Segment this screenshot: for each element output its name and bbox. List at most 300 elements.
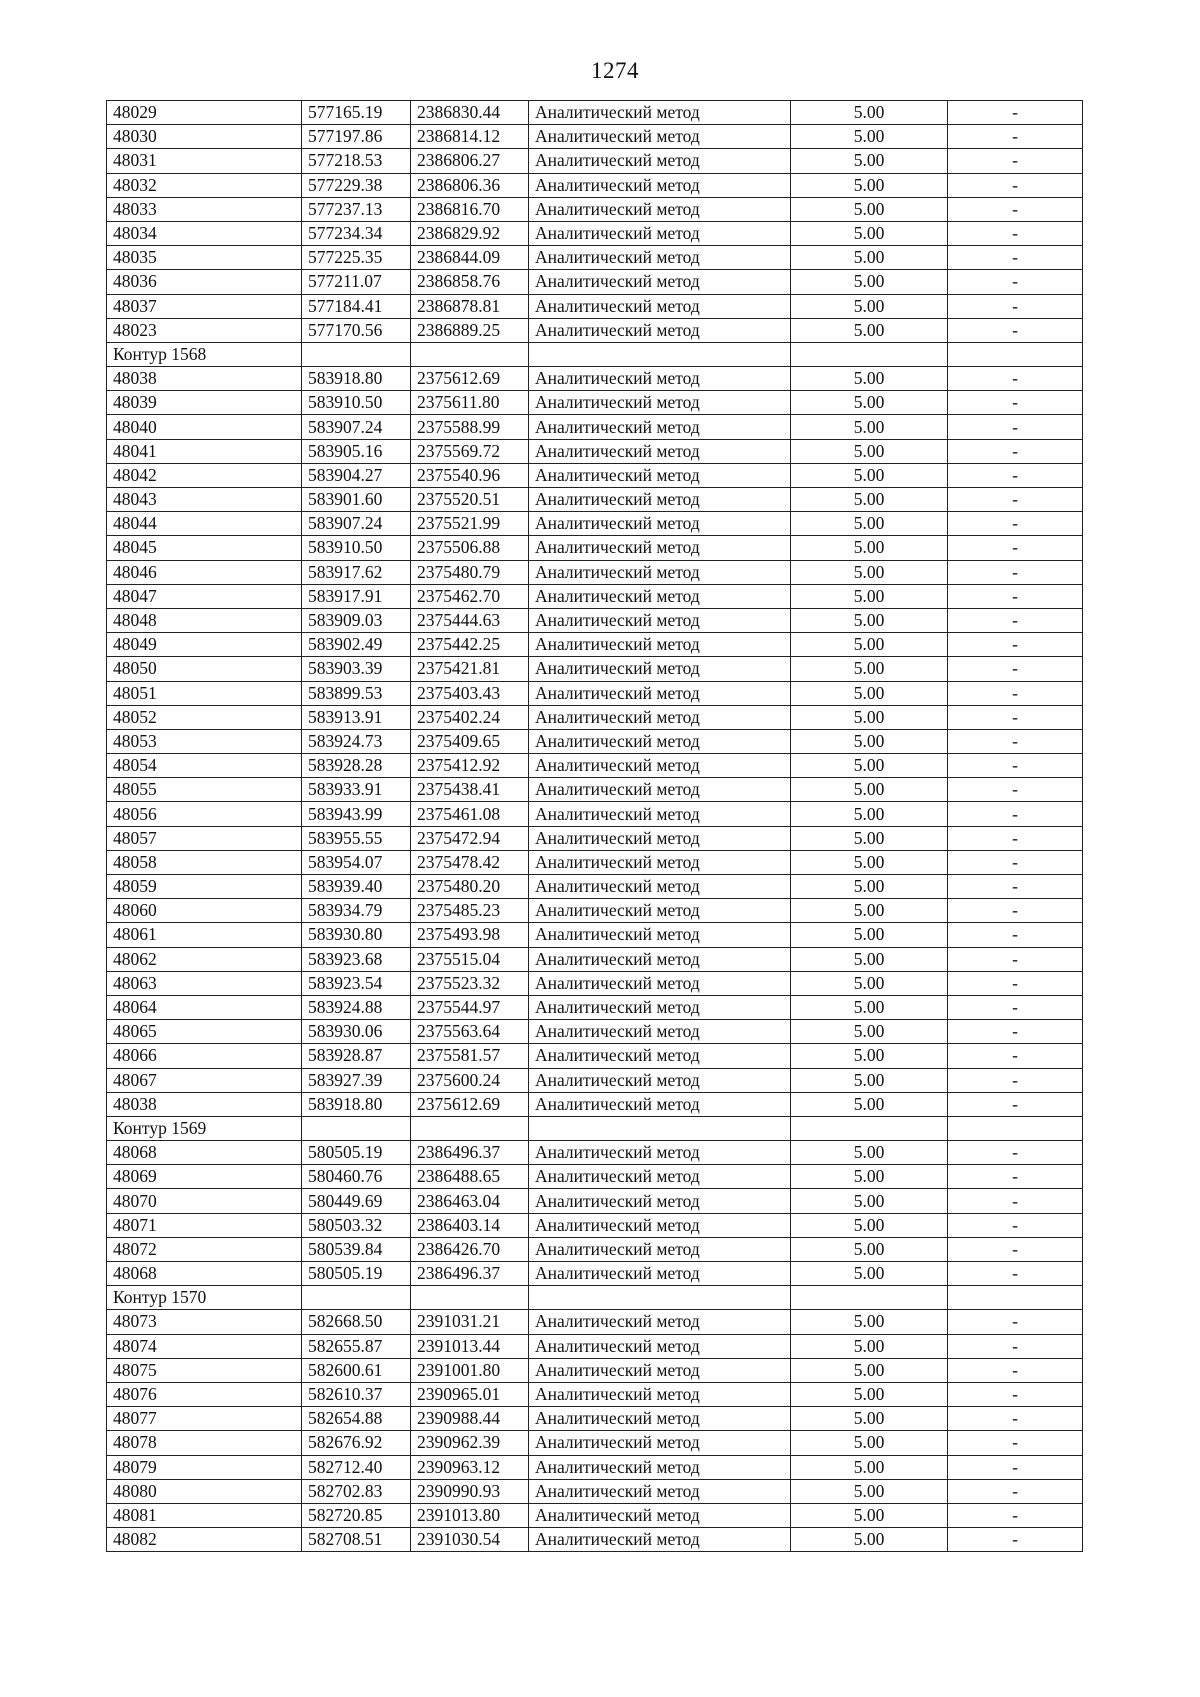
accuracy-cell: 5.00: [791, 1431, 948, 1455]
empty-cell: [302, 1286, 411, 1310]
note-cell: -: [948, 1020, 1083, 1044]
x-coordinate-cell: 577170.56: [302, 318, 411, 342]
note-cell: -: [948, 1310, 1083, 1334]
accuracy-cell: 5.00: [791, 1044, 948, 1068]
point-id-cell: 48068: [107, 1141, 302, 1165]
point-id-cell: 48062: [107, 947, 302, 971]
point-id-cell: 48050: [107, 657, 302, 681]
accuracy-cell: 5.00: [791, 681, 948, 705]
x-coordinate-cell: 583924.73: [302, 729, 411, 753]
point-id-cell: 48079: [107, 1455, 302, 1479]
y-coordinate-cell: 2375480.20: [411, 875, 529, 899]
x-coordinate-cell: 582708.51: [302, 1528, 411, 1552]
empty-cell: [948, 1286, 1083, 1310]
x-coordinate-cell: 583910.50: [302, 536, 411, 560]
accuracy-cell: 5.00: [791, 729, 948, 753]
point-id-cell: 48056: [107, 802, 302, 826]
x-coordinate-cell: 583923.54: [302, 971, 411, 995]
method-cell: Аналитический метод: [529, 318, 791, 342]
accuracy-cell: 5.00: [791, 995, 948, 1019]
table-row: [107, 101, 1083, 125]
point-id-cell: 48060: [107, 899, 302, 923]
note-cell: -: [948, 125, 1083, 149]
accuracy-cell: 5.00: [791, 1358, 948, 1382]
point-id-cell: 48049: [107, 633, 302, 657]
method-cell: Аналитический метод: [529, 1310, 791, 1334]
method-cell: Аналитический метод: [529, 1189, 791, 1213]
note-cell: -: [948, 705, 1083, 729]
y-coordinate-cell: 2391030.54: [411, 1528, 529, 1552]
point-id-cell: 48030: [107, 125, 302, 149]
y-coordinate-cell: 2375412.92: [411, 754, 529, 778]
x-coordinate-cell: 583899.53: [302, 681, 411, 705]
method-cell: Аналитический метод: [529, 802, 791, 826]
point-id-cell: 48058: [107, 850, 302, 874]
x-coordinate-cell: 583924.88: [302, 995, 411, 1019]
y-coordinate-cell: 2386844.09: [411, 246, 529, 270]
point-id-cell: 48046: [107, 560, 302, 584]
y-coordinate-cell: 2375521.99: [411, 512, 529, 536]
y-coordinate-cell: 2375402.24: [411, 705, 529, 729]
table-row: [107, 1382, 1083, 1406]
x-coordinate-cell: 583909.03: [302, 608, 411, 632]
y-coordinate-cell: 2375581.57: [411, 1044, 529, 1068]
note-cell: -: [948, 608, 1083, 632]
y-coordinate-cell: 2391013.44: [411, 1334, 529, 1358]
method-cell: Аналитический метод: [529, 584, 791, 608]
method-cell: Аналитический метод: [529, 754, 791, 778]
note-cell: -: [948, 657, 1083, 681]
y-coordinate-cell: 2386806.36: [411, 173, 529, 197]
accuracy-cell: 5.00: [791, 318, 948, 342]
table-row: [107, 1189, 1083, 1213]
method-cell: Аналитический метод: [529, 899, 791, 923]
x-coordinate-cell: 583904.27: [302, 463, 411, 487]
note-cell: -: [948, 246, 1083, 270]
table-row: [107, 1213, 1083, 1237]
method-cell: Аналитический метод: [529, 657, 791, 681]
y-coordinate-cell: 2386463.04: [411, 1189, 529, 1213]
table-row: [107, 536, 1083, 560]
method-cell: Аналитический метод: [529, 173, 791, 197]
y-coordinate-cell: 2375421.81: [411, 657, 529, 681]
table-row: [107, 1044, 1083, 1068]
note-cell: -: [948, 754, 1083, 778]
table-row: [107, 826, 1083, 850]
table-row: [107, 1528, 1083, 1552]
accuracy-cell: 5.00: [791, 1382, 948, 1406]
x-coordinate-cell: 583933.91: [302, 778, 411, 802]
method-cell: Аналитический метод: [529, 512, 791, 536]
table-row: [107, 439, 1083, 463]
method-cell: Аналитический метод: [529, 1455, 791, 1479]
note-cell: -: [948, 899, 1083, 923]
y-coordinate-cell: 2386878.81: [411, 294, 529, 318]
contour-header-row: [107, 342, 1083, 366]
accuracy-cell: 5.00: [791, 584, 948, 608]
y-coordinate-cell: 2386496.37: [411, 1141, 529, 1165]
y-coordinate-cell: 2375444.63: [411, 608, 529, 632]
accuracy-cell: 5.00: [791, 488, 948, 512]
accuracy-cell: 5.00: [791, 1020, 948, 1044]
contour-header-row: [107, 1116, 1083, 1140]
note-cell: -: [948, 367, 1083, 391]
note-cell: -: [948, 1455, 1083, 1479]
empty-cell: [302, 342, 411, 366]
y-coordinate-cell: 2386814.12: [411, 125, 529, 149]
accuracy-cell: 5.00: [791, 294, 948, 318]
y-coordinate-cell: 2386816.70: [411, 197, 529, 221]
table-row: [107, 270, 1083, 294]
x-coordinate-cell: 577197.86: [302, 125, 411, 149]
table-row: [107, 681, 1083, 705]
x-coordinate-cell: 583928.28: [302, 754, 411, 778]
method-cell: Аналитический метод: [529, 391, 791, 415]
accuracy-cell: 5.00: [791, 1141, 948, 1165]
point-id-cell: 48055: [107, 778, 302, 802]
point-id-cell: 48031: [107, 149, 302, 173]
method-cell: Аналитический метод: [529, 367, 791, 391]
table-row: [107, 633, 1083, 657]
table-row: [107, 221, 1083, 245]
method-cell: Аналитический метод: [529, 1213, 791, 1237]
note-cell: -: [948, 560, 1083, 584]
point-id-cell: 48048: [107, 608, 302, 632]
method-cell: Аналитический метод: [529, 681, 791, 705]
y-coordinate-cell: 2386496.37: [411, 1262, 529, 1286]
accuracy-cell: 5.00: [791, 778, 948, 802]
table-row: [107, 584, 1083, 608]
y-coordinate-cell: 2386403.14: [411, 1213, 529, 1237]
accuracy-cell: 5.00: [791, 101, 948, 125]
x-coordinate-cell: 583905.16: [302, 439, 411, 463]
contour-label: Контур 1568: [107, 342, 302, 366]
table-row: [107, 1334, 1083, 1358]
table-row: [107, 463, 1083, 487]
x-coordinate-cell: 577211.07: [302, 270, 411, 294]
method-cell: Аналитический метод: [529, 488, 791, 512]
coordinates-table-body: [107, 101, 1083, 1552]
table-row: [107, 608, 1083, 632]
note-cell: -: [948, 1358, 1083, 1382]
y-coordinate-cell: 2375544.97: [411, 995, 529, 1019]
y-coordinate-cell: 2375409.65: [411, 729, 529, 753]
point-id-cell: 48047: [107, 584, 302, 608]
accuracy-cell: 5.00: [791, 1189, 948, 1213]
x-coordinate-cell: 583907.24: [302, 415, 411, 439]
point-id-cell: 48037: [107, 294, 302, 318]
point-id-cell: 48032: [107, 173, 302, 197]
y-coordinate-cell: 2375563.64: [411, 1020, 529, 1044]
note-cell: -: [948, 101, 1083, 125]
method-cell: Аналитический метод: [529, 729, 791, 753]
accuracy-cell: 5.00: [791, 802, 948, 826]
x-coordinate-cell: 583917.62: [302, 560, 411, 584]
x-coordinate-cell: 582720.85: [302, 1503, 411, 1527]
point-id-cell: 48038: [107, 367, 302, 391]
accuracy-cell: 5.00: [791, 1503, 948, 1527]
point-id-cell: 48054: [107, 754, 302, 778]
point-id-cell: 48076: [107, 1382, 302, 1406]
x-coordinate-cell: 582712.40: [302, 1455, 411, 1479]
note-cell: -: [948, 1189, 1083, 1213]
accuracy-cell: 5.00: [791, 1092, 948, 1116]
x-coordinate-cell: 583901.60: [302, 488, 411, 512]
y-coordinate-cell: 2375438.41: [411, 778, 529, 802]
table-row: [107, 995, 1083, 1019]
table-row: [107, 1503, 1083, 1527]
table-row: [107, 367, 1083, 391]
accuracy-cell: 5.00: [791, 705, 948, 729]
method-cell: Аналитический метод: [529, 995, 791, 1019]
x-coordinate-cell: 582600.61: [302, 1358, 411, 1382]
accuracy-cell: 5.00: [791, 633, 948, 657]
method-cell: Аналитический метод: [529, 270, 791, 294]
note-cell: -: [948, 197, 1083, 221]
x-coordinate-cell: 583907.24: [302, 512, 411, 536]
note-cell: -: [948, 463, 1083, 487]
x-coordinate-cell: 583943.99: [302, 802, 411, 826]
table-row: [107, 971, 1083, 995]
table-row: [107, 246, 1083, 270]
table-row: [107, 318, 1083, 342]
note-cell: -: [948, 850, 1083, 874]
accuracy-cell: 5.00: [791, 899, 948, 923]
accuracy-cell: 5.00: [791, 367, 948, 391]
accuracy-cell: 5.00: [791, 754, 948, 778]
x-coordinate-cell: 582610.37: [302, 1382, 411, 1406]
method-cell: Аналитический метод: [529, 1237, 791, 1261]
y-coordinate-cell: 2375403.43: [411, 681, 529, 705]
table-row: [107, 754, 1083, 778]
accuracy-cell: 5.00: [791, 1528, 948, 1552]
coordinates-table: [106, 100, 1083, 1552]
table-row: [107, 1358, 1083, 1382]
empty-cell: [411, 342, 529, 366]
note-cell: -: [948, 1382, 1083, 1406]
x-coordinate-cell: 583902.49: [302, 633, 411, 657]
accuracy-cell: 5.00: [791, 415, 948, 439]
accuracy-cell: 5.00: [791, 536, 948, 560]
table-row: [107, 512, 1083, 536]
point-id-cell: 48042: [107, 463, 302, 487]
note-cell: -: [948, 1237, 1083, 1261]
y-coordinate-cell: 2390962.39: [411, 1431, 529, 1455]
point-id-cell: 48078: [107, 1431, 302, 1455]
note-cell: -: [948, 633, 1083, 657]
y-coordinate-cell: 2375588.99: [411, 415, 529, 439]
empty-cell: [529, 342, 791, 366]
x-coordinate-cell: 580539.84: [302, 1237, 411, 1261]
table-row: [107, 1479, 1083, 1503]
y-coordinate-cell: 2375612.69: [411, 1092, 529, 1116]
y-coordinate-cell: 2375462.70: [411, 584, 529, 608]
accuracy-cell: 5.00: [791, 1479, 948, 1503]
point-id-cell: 48039: [107, 391, 302, 415]
accuracy-cell: 5.00: [791, 1334, 948, 1358]
note-cell: -: [948, 729, 1083, 753]
method-cell: Аналитический метод: [529, 1044, 791, 1068]
x-coordinate-cell: 583910.50: [302, 391, 411, 415]
x-coordinate-cell: 583903.39: [302, 657, 411, 681]
note-cell: -: [948, 1262, 1083, 1286]
note-cell: -: [948, 1431, 1083, 1455]
x-coordinate-cell: 583954.07: [302, 850, 411, 874]
y-coordinate-cell: 2375569.72: [411, 439, 529, 463]
point-id-cell: 48036: [107, 270, 302, 294]
note-cell: -: [948, 1528, 1083, 1552]
x-coordinate-cell: 583918.80: [302, 1092, 411, 1116]
method-cell: Аналитический метод: [529, 705, 791, 729]
y-coordinate-cell: 2390990.93: [411, 1479, 529, 1503]
y-coordinate-cell: 2386426.70: [411, 1237, 529, 1261]
method-cell: Аналитический метод: [529, 197, 791, 221]
method-cell: Аналитический метод: [529, 1382, 791, 1406]
accuracy-cell: 5.00: [791, 439, 948, 463]
x-coordinate-cell: 583930.80: [302, 923, 411, 947]
y-coordinate-cell: 2375506.88: [411, 536, 529, 560]
empty-cell: [529, 1286, 791, 1310]
empty-cell: [529, 1116, 791, 1140]
point-id-cell: 48052: [107, 705, 302, 729]
note-cell: -: [948, 1407, 1083, 1431]
method-cell: Аналитический метод: [529, 1068, 791, 1092]
accuracy-cell: 5.00: [791, 1310, 948, 1334]
method-cell: Аналитический метод: [529, 875, 791, 899]
table-row: [107, 1310, 1083, 1334]
point-id-cell: 48045: [107, 536, 302, 560]
x-coordinate-cell: 582676.92: [302, 1431, 411, 1455]
table-row: [107, 173, 1083, 197]
table-row: [107, 802, 1083, 826]
point-id-cell: 48065: [107, 1020, 302, 1044]
y-coordinate-cell: 2391013.80: [411, 1503, 529, 1527]
point-id-cell: 48080: [107, 1479, 302, 1503]
table-row: [107, 1455, 1083, 1479]
y-coordinate-cell: 2375611.80: [411, 391, 529, 415]
empty-cell: [948, 1116, 1083, 1140]
table-row: [107, 1092, 1083, 1116]
point-id-cell: 48073: [107, 1310, 302, 1334]
point-id-cell: 48035: [107, 246, 302, 270]
method-cell: Аналитический метод: [529, 1262, 791, 1286]
note-cell: -: [948, 681, 1083, 705]
point-id-cell: 48040: [107, 415, 302, 439]
table-row: [107, 1431, 1083, 1455]
accuracy-cell: 5.00: [791, 826, 948, 850]
x-coordinate-cell: 580503.32: [302, 1213, 411, 1237]
point-id-cell: 48070: [107, 1189, 302, 1213]
x-coordinate-cell: 577165.19: [302, 101, 411, 125]
y-coordinate-cell: 2391031.21: [411, 1310, 529, 1334]
table-row: [107, 947, 1083, 971]
point-id-cell: 48033: [107, 197, 302, 221]
accuracy-cell: 5.00: [791, 850, 948, 874]
accuracy-cell: 5.00: [791, 463, 948, 487]
method-cell: Аналитический метод: [529, 463, 791, 487]
table-row: [107, 488, 1083, 512]
note-cell: -: [948, 1092, 1083, 1116]
note-cell: -: [948, 971, 1083, 995]
note-cell: -: [948, 149, 1083, 173]
x-coordinate-cell: 577237.13: [302, 197, 411, 221]
table-row: [107, 850, 1083, 874]
point-id-cell: 48059: [107, 875, 302, 899]
y-coordinate-cell: 2375523.32: [411, 971, 529, 995]
x-coordinate-cell: 583917.91: [302, 584, 411, 608]
empty-cell: [791, 342, 948, 366]
note-cell: -: [948, 221, 1083, 245]
accuracy-cell: 5.00: [791, 608, 948, 632]
point-id-cell: 48081: [107, 1503, 302, 1527]
y-coordinate-cell: 2390963.12: [411, 1455, 529, 1479]
method-cell: Аналитический метод: [529, 1479, 791, 1503]
method-cell: Аналитический метод: [529, 101, 791, 125]
accuracy-cell: 5.00: [791, 923, 948, 947]
x-coordinate-cell: 577218.53: [302, 149, 411, 173]
point-id-cell: 48072: [107, 1237, 302, 1261]
y-coordinate-cell: 2390965.01: [411, 1382, 529, 1406]
table-row: [107, 391, 1083, 415]
point-id-cell: 48071: [107, 1213, 302, 1237]
table-row: [107, 899, 1083, 923]
point-id-cell: 48041: [107, 439, 302, 463]
x-coordinate-cell: 583955.55: [302, 826, 411, 850]
y-coordinate-cell: 2386830.44: [411, 101, 529, 125]
method-cell: Аналитический метод: [529, 1334, 791, 1358]
y-coordinate-cell: 2386858.76: [411, 270, 529, 294]
method-cell: Аналитический метод: [529, 246, 791, 270]
y-coordinate-cell: 2375493.98: [411, 923, 529, 947]
point-id-cell: 48044: [107, 512, 302, 536]
table-row: [107, 778, 1083, 802]
accuracy-cell: 5.00: [791, 657, 948, 681]
table-row: [107, 1262, 1083, 1286]
point-id-cell: 48053: [107, 729, 302, 753]
note-cell: -: [948, 1044, 1083, 1068]
accuracy-cell: 5.00: [791, 125, 948, 149]
point-id-cell: 48034: [107, 221, 302, 245]
y-coordinate-cell: 2386806.27: [411, 149, 529, 173]
note-cell: -: [948, 826, 1083, 850]
x-coordinate-cell: 582668.50: [302, 1310, 411, 1334]
y-coordinate-cell: 2386829.92: [411, 221, 529, 245]
accuracy-cell: 5.00: [791, 391, 948, 415]
table-row: [107, 1237, 1083, 1261]
page-number: 1274: [591, 58, 639, 83]
method-cell: Аналитический метод: [529, 149, 791, 173]
accuracy-cell: 5.00: [791, 197, 948, 221]
accuracy-cell: 5.00: [791, 149, 948, 173]
y-coordinate-cell: 2390988.44: [411, 1407, 529, 1431]
empty-cell: [411, 1286, 529, 1310]
x-coordinate-cell: 580460.76: [302, 1165, 411, 1189]
point-id-cell: 48067: [107, 1068, 302, 1092]
y-coordinate-cell: 2375478.42: [411, 850, 529, 874]
point-id-cell: 48043: [107, 488, 302, 512]
note-cell: -: [948, 1503, 1083, 1527]
contour-label: Контур 1569: [107, 1116, 302, 1140]
y-coordinate-cell: 2375612.69: [411, 367, 529, 391]
table-row: [107, 294, 1083, 318]
note-cell: -: [948, 270, 1083, 294]
x-coordinate-cell: 583923.68: [302, 947, 411, 971]
method-cell: Аналитический метод: [529, 415, 791, 439]
note-cell: -: [948, 947, 1083, 971]
method-cell: Аналитический метод: [529, 1503, 791, 1527]
point-id-cell: 48063: [107, 971, 302, 995]
x-coordinate-cell: 580505.19: [302, 1141, 411, 1165]
